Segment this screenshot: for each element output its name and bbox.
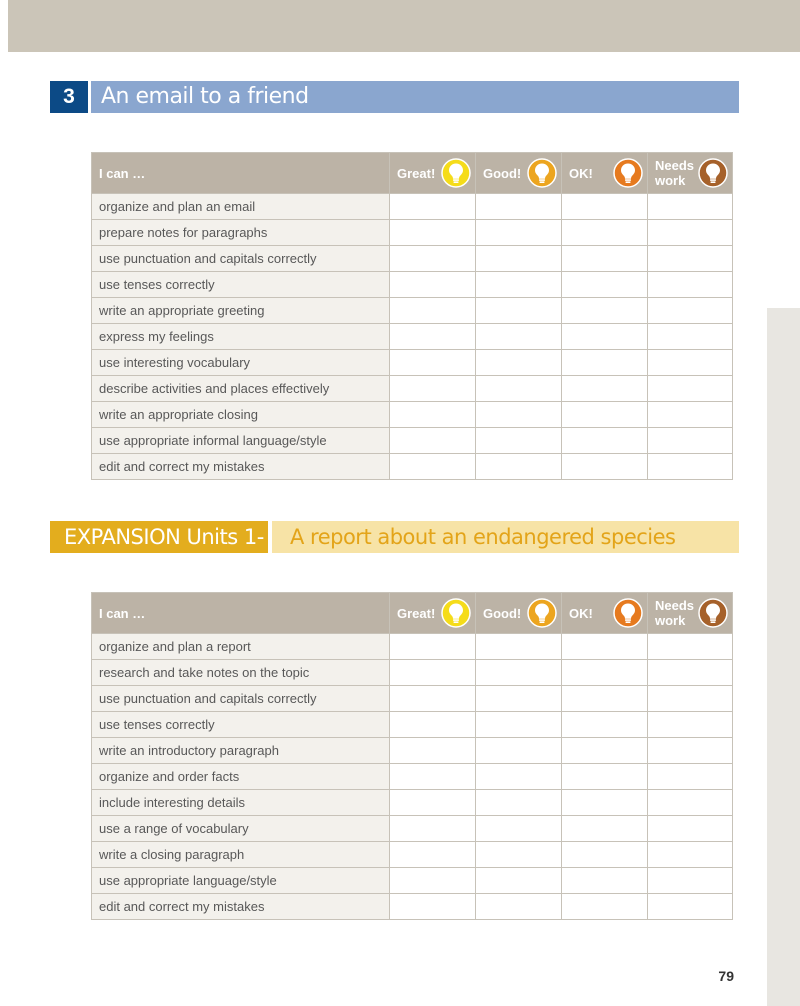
side-band	[767, 308, 800, 1006]
skill-item: edit and correct my mistakes	[92, 894, 390, 920]
rating-box-good[interactable]	[476, 738, 562, 764]
expansion-title: A report about an endangered species	[272, 521, 739, 553]
rating-box-great[interactable]	[390, 660, 476, 686]
rating-box-good[interactable]	[476, 816, 562, 842]
table-row	[92, 660, 733, 686]
skill-item: use appropriate language/style	[92, 868, 390, 894]
table-row	[92, 428, 733, 454]
rating-box-ok[interactable]	[562, 298, 648, 324]
skill-item: express my feelings	[92, 324, 390, 350]
rating-box-ok[interactable]	[562, 350, 648, 376]
skill-item: edit and correct my mistakes	[92, 454, 390, 480]
rating-box-ok[interactable]	[562, 454, 648, 480]
table-row	[92, 686, 733, 712]
rating-box-great[interactable]	[390, 686, 476, 712]
header-great	[390, 153, 476, 194]
rating-box-ok[interactable]	[562, 868, 648, 894]
rating-box-needs-work[interactable]	[648, 298, 733, 324]
rating-box-ok[interactable]	[562, 194, 648, 220]
rating-box-great[interactable]	[390, 194, 476, 220]
section-title: An email to a friend	[91, 81, 739, 113]
rating-box-good[interactable]	[476, 298, 562, 324]
rating-box-great[interactable]	[390, 350, 476, 376]
checklist-table-email	[91, 152, 733, 480]
rating-box-good[interactable]	[476, 324, 562, 350]
rating-box-needs-work[interactable]	[648, 738, 733, 764]
bulb-needs-work-icon	[698, 158, 728, 188]
skill-item: organize and plan a report	[92, 634, 390, 660]
table-row	[92, 350, 733, 376]
rating-box-needs-work[interactable]	[648, 376, 733, 402]
rating-box-ok[interactable]	[562, 738, 648, 764]
header-good-label: Good!	[483, 605, 522, 621]
rating-box-needs-work[interactable]	[648, 660, 733, 686]
skill-item: use tenses correctly	[92, 272, 390, 298]
table-row	[92, 402, 733, 428]
rating-box-ok[interactable]	[562, 712, 648, 738]
skill-item: organize and order facts	[92, 764, 390, 790]
rating-box-needs-work[interactable]	[648, 842, 733, 868]
skill-item: organize and plan an email	[92, 194, 390, 220]
header-ok	[562, 593, 648, 634]
rating-box-great[interactable]	[390, 712, 476, 738]
table-row	[92, 246, 733, 272]
rating-box-ok[interactable]	[562, 816, 648, 842]
header-great	[390, 593, 476, 634]
rating-box-needs-work[interactable]	[648, 324, 733, 350]
rating-box-good[interactable]	[476, 454, 562, 480]
table-row	[92, 454, 733, 480]
header-good-label: Good!	[483, 165, 522, 181]
rating-box-good[interactable]	[476, 220, 562, 246]
skill-item: use punctuation and capitals correctly	[92, 686, 390, 712]
skill-item: use punctuation and capitals correctly	[92, 246, 390, 272]
rating-box-good[interactable]	[476, 764, 562, 790]
rating-box-ok[interactable]	[562, 894, 648, 920]
rating-box-good[interactable]	[476, 842, 562, 868]
bulb-great-icon	[441, 158, 471, 188]
table-row	[92, 868, 733, 894]
header-ok	[562, 153, 648, 194]
rating-box-good[interactable]	[476, 712, 562, 738]
skill-item: use interesting vocabulary	[92, 350, 390, 376]
rating-box-needs-work[interactable]	[648, 764, 733, 790]
rating-box-needs-work[interactable]	[648, 634, 733, 660]
rating-box-good[interactable]	[476, 350, 562, 376]
header-great-label: Great!	[397, 605, 436, 621]
rating-box-ok[interactable]	[562, 790, 648, 816]
rating-box-ok[interactable]	[562, 402, 648, 428]
rating-box-needs-work[interactable]	[648, 350, 733, 376]
rating-box-needs-work[interactable]	[648, 894, 733, 920]
skill-item: write an appropriate greeting	[92, 298, 390, 324]
rating-box-ok[interactable]	[562, 764, 648, 790]
table-row	[92, 220, 733, 246]
section-number: 3	[50, 81, 88, 113]
header-good	[476, 153, 562, 194]
rating-box-great[interactable]	[390, 454, 476, 480]
rating-box-great[interactable]	[390, 842, 476, 868]
table-row	[92, 842, 733, 868]
rating-box-great[interactable]	[390, 246, 476, 272]
table-header-row	[92, 153, 733, 194]
rating-box-good[interactable]	[476, 686, 562, 712]
rating-box-ok[interactable]	[562, 686, 648, 712]
skill-item: write an introductory paragraph	[92, 738, 390, 764]
bulb-ok-icon	[613, 158, 643, 188]
table-row	[92, 764, 733, 790]
rating-box-good[interactable]	[476, 272, 562, 298]
checklist-table-report	[91, 592, 733, 920]
skill-item: write a closing paragraph	[92, 842, 390, 868]
header-ok-label: OK!	[569, 605, 593, 621]
table-row	[92, 272, 733, 298]
rating-box-needs-work[interactable]	[648, 790, 733, 816]
rating-box-great[interactable]	[390, 894, 476, 920]
rating-box-good[interactable]	[476, 246, 562, 272]
rating-box-great[interactable]	[390, 738, 476, 764]
rating-box-good[interactable]	[476, 194, 562, 220]
rating-box-good[interactable]	[476, 660, 562, 686]
skill-item: include interesting details	[92, 790, 390, 816]
table-row	[92, 376, 733, 402]
table-row	[92, 712, 733, 738]
table-row	[92, 738, 733, 764]
rating-box-good[interactable]	[476, 894, 562, 920]
rating-box-great[interactable]	[390, 324, 476, 350]
rating-box-needs-work[interactable]	[648, 816, 733, 842]
bulb-good-icon	[527, 598, 557, 628]
table-header-row	[92, 593, 733, 634]
rating-box-great[interactable]	[390, 790, 476, 816]
rating-box-ok[interactable]	[562, 842, 648, 868]
header-i-can: I can …	[92, 153, 390, 194]
table-row	[92, 298, 733, 324]
skill-item: write an appropriate closing	[92, 402, 390, 428]
bulb-good-icon	[527, 158, 557, 188]
header-good	[476, 593, 562, 634]
rating-box-good[interactable]	[476, 634, 562, 660]
rating-box-great[interactable]	[390, 220, 476, 246]
rating-box-ok[interactable]	[562, 376, 648, 402]
skill-item: describe activities and places effectively	[92, 376, 390, 402]
rating-box-needs-work[interactable]	[648, 428, 733, 454]
rating-box-needs-work[interactable]	[648, 246, 733, 272]
rating-box-great[interactable]	[390, 428, 476, 454]
table-row	[92, 816, 733, 842]
rating-box-ok[interactable]	[562, 660, 648, 686]
rating-box-good[interactable]	[476, 376, 562, 402]
bulb-ok-icon	[613, 598, 643, 628]
header-needs-work	[648, 153, 733, 194]
rating-box-great[interactable]	[390, 816, 476, 842]
rating-box-needs-work[interactable]	[648, 712, 733, 738]
rating-box-ok[interactable]	[562, 324, 648, 350]
rating-box-needs-work[interactable]	[648, 868, 733, 894]
rating-box-needs-work[interactable]	[648, 194, 733, 220]
table-row	[92, 324, 733, 350]
skill-item: prepare notes for paragraphs	[92, 220, 390, 246]
skill-item: use a range of vocabulary	[92, 816, 390, 842]
rating-box-needs-work[interactable]	[648, 402, 733, 428]
rating-box-good[interactable]	[476, 428, 562, 454]
header-needs-work	[648, 593, 733, 634]
rating-box-good[interactable]	[476, 790, 562, 816]
bulb-great-icon	[441, 598, 471, 628]
skill-item: research and take notes on the topic	[92, 660, 390, 686]
page-number: 79	[718, 968, 734, 984]
rating-box-needs-work[interactable]	[648, 272, 733, 298]
rating-box-great[interactable]	[390, 272, 476, 298]
bulb-needs-work-icon	[698, 598, 728, 628]
expansion-label: EXPANSION Units 1-3	[50, 521, 268, 553]
rating-box-ok[interactable]	[562, 220, 648, 246]
rating-box-great[interactable]	[390, 764, 476, 790]
top-band	[8, 0, 800, 52]
header-great-label: Great!	[397, 165, 436, 181]
skill-item: use appropriate informal language/style	[92, 428, 390, 454]
rating-box-great[interactable]	[390, 298, 476, 324]
header-ok-label: OK!	[569, 165, 593, 181]
rating-box-ok[interactable]	[562, 634, 648, 660]
table-row	[92, 790, 733, 816]
rating-box-good[interactable]	[476, 402, 562, 428]
rating-box-ok[interactable]	[562, 246, 648, 272]
header-needs-work-label: Needs work	[655, 158, 695, 188]
rating-box-needs-work[interactable]	[648, 686, 733, 712]
table-row	[92, 194, 733, 220]
rating-box-needs-work[interactable]	[648, 454, 733, 480]
rating-box-great[interactable]	[390, 402, 476, 428]
rating-box-great[interactable]	[390, 376, 476, 402]
rating-box-good[interactable]	[476, 868, 562, 894]
rating-box-ok[interactable]	[562, 272, 648, 298]
table-row	[92, 894, 733, 920]
header-needs-work-label: Needs work	[655, 598, 695, 628]
rating-box-great[interactable]	[390, 634, 476, 660]
table-row	[92, 634, 733, 660]
rating-box-needs-work[interactable]	[648, 220, 733, 246]
rating-box-great[interactable]	[390, 868, 476, 894]
header-i-can: I can …	[92, 593, 390, 634]
rating-box-ok[interactable]	[562, 428, 648, 454]
skill-item: use tenses correctly	[92, 712, 390, 738]
